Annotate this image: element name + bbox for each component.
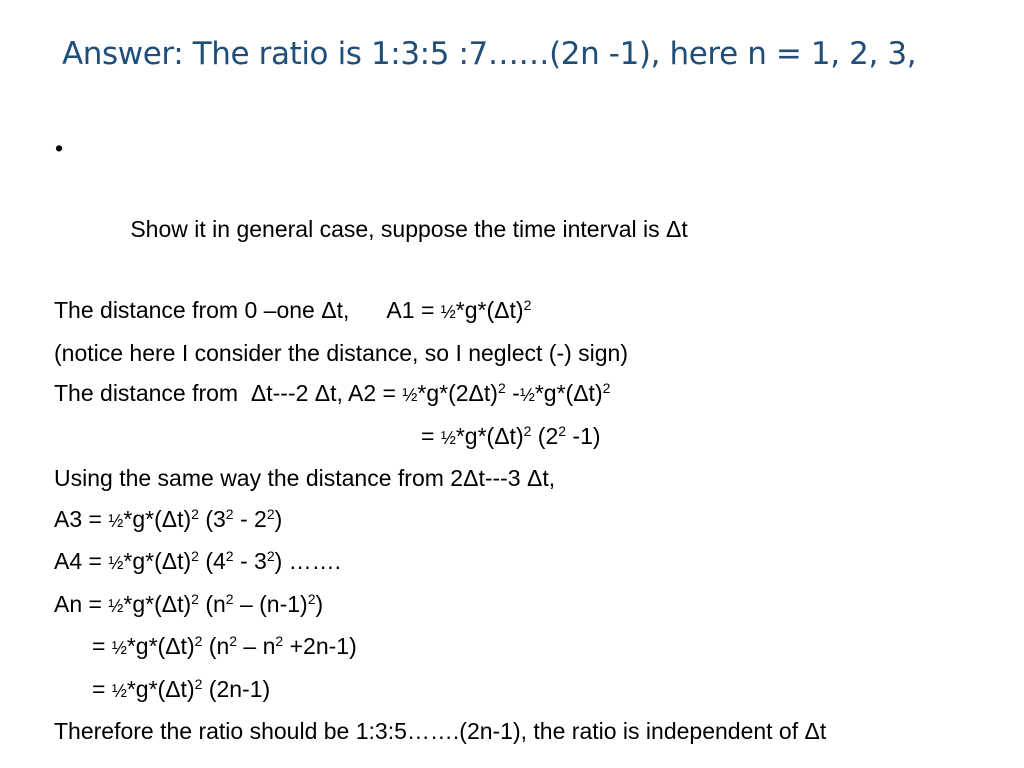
bullet-marker: • xyxy=(55,135,64,161)
slide-body xyxy=(54,128,954,748)
body-line-6: $A3 = \frac{1}{2}*g*(\Delta t)^2$ $(3^2 - 2^2)$ xyxy=(54,505,283,532)
slide-title: Answer: The ratio is 1:3:5 :7……(2n -1), here n = 1, 2, 3, xyxy=(62,36,917,72)
body-line-3: The distance from Δt---2 Δt, $A2 = \frac{1}{2}*g*(2\Delta t)^2$ $-\frac{1}{2}*g*(\Delta t)^2$ xyxy=(54,380,611,406)
body-line-2: (notice here I consider the distance, so I neglect (-) sign) xyxy=(54,339,629,366)
body-line-7: $A4 = \frac{1}{2}*g*(\Delta t)^2$ $(4^2 - 3^2)$ ……. xyxy=(54,548,342,574)
body-line-11: Therefore the ratio should be 1:3:5…….(2n-1), the ratio is independent of Δt xyxy=(54,718,827,744)
body-line-9: = $\frac{1}{2}*g*(\Delta t)^2$ $(n^2 - n^2 +2n-1)$ xyxy=(92,633,357,659)
body-line-5: Using the same way the distance from 2Δt---3 Δt, xyxy=(54,465,556,491)
body-line-8: $An = \frac{1}{2}*g*(\Delta t)^2$ $(n^2 - (n-1)^2)$ xyxy=(54,590,324,617)
body-line-4: = $\frac{1}{2}*g*(\Delta t)^2$ ($2^2$ -1) xyxy=(421,422,601,449)
bullet-text: Show it in general case, suppose the time interval is Δt xyxy=(130,216,688,242)
bullet-item xyxy=(54,128,954,290)
body-line-1: The distance from 0 –one Δt, $A1 = \frac{1}{2}*g*(\Delta t)^2$ xyxy=(54,297,532,323)
body-line-10: = $\frac{1}{2}*g*(\Delta t)^2$ (2n-1) xyxy=(92,675,271,702)
